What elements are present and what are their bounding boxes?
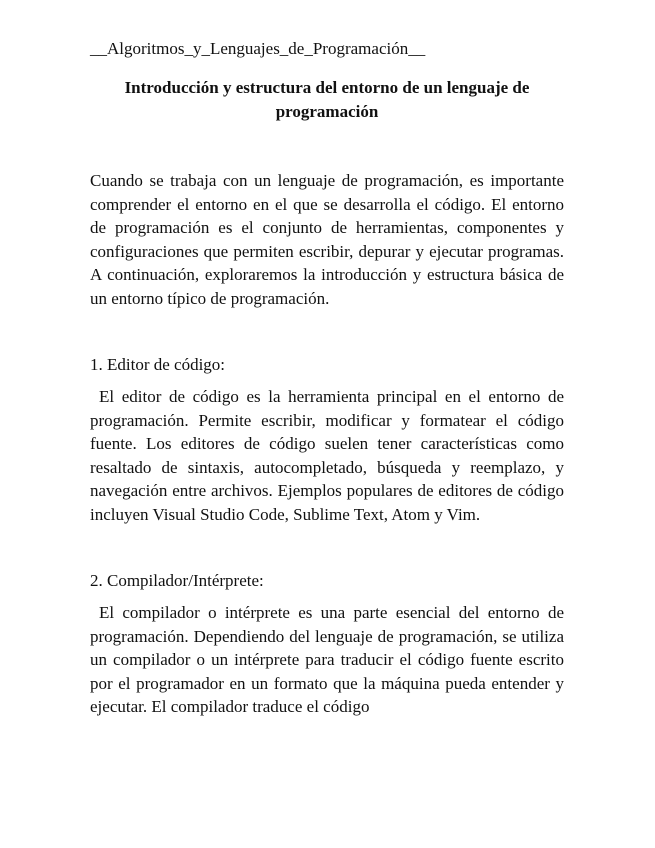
intro-paragraph: Cuando se trabaja con un lenguaje de programación, es importante comprender el entorno en el que se desarrolla el código. El entorno de programación es el conjunto de herramientas, componentes y configuraciones que permiten escribir, depurar y ejecutar programas. A continuación, exploraremos la introducción y estructura básica de un entorno típico de programación. <box>90 171 564 308</box>
section-heading-compiler: 2. Compilador/Intérprete: <box>90 571 264 590</box>
running-header: __Algoritmos_y_Lenguajes_de_Programación__ <box>90 39 426 58</box>
section-heading-editor: 1. Editor de código: <box>90 355 226 374</box>
section-body-editor: El editor de código es la herramienta principal en el entorno de programación. Permite escribir, modificar y formatear el código fuente. Los editores de código suelen tener características como resaltado de sintaxis, autocompletado, búsqueda y reemplazo, y navegación entre archivos. Ejemplos populares de editores de código incluyen Visual Studio Code, Sublime Text, Atom y Vim. <box>90 387 564 524</box>
document-page <box>90 38 564 762</box>
document-title: Introducción y estructura del entorno de un lenguaje de programación <box>124 78 530 121</box>
section-body-compiler: El compilador o intérprete es una parte esencial del entorno de programación. Dependiendo del lenguaje de programación, se utiliza un compilador o un intérprete para traducir el código fuente escrito por el programador en un formato que la máquina pueda entender y ejecutar. El compilador traduce el código <box>90 603 564 716</box>
